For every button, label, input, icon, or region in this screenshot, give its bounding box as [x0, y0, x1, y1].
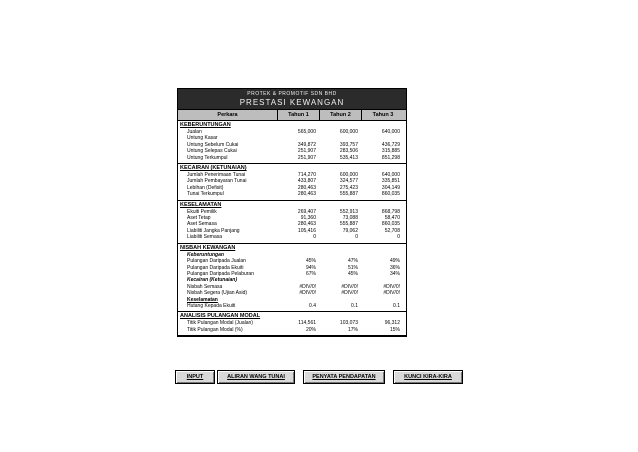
cell-year-1: 280,463: [297, 184, 316, 191]
row-label: Nisbah Segera (Ujian Asid): [187, 290, 248, 297]
cell-year-2: #DIV/0!: [341, 283, 358, 290]
cell-year-3: 58,470: [384, 215, 400, 222]
sheet-title: PRESTASI KEWANGAN: [239, 98, 345, 107]
row-label: Untung Sebelum Cukai: [187, 141, 239, 148]
header-year-2: Tahun 2: [320, 110, 362, 120]
row-label: Untung Selepas Cukai: [187, 148, 237, 155]
cell-year-2: 73,088: [342, 215, 358, 222]
cell-year-1: 714,270: [297, 172, 316, 179]
row-label: Keselamatan: [187, 296, 218, 303]
aliran-button-label: ALIRAN WANG TUNAI: [227, 374, 285, 380]
cell-year-2: 600,000: [339, 172, 358, 179]
cell-year-1: #DIV/0!: [299, 283, 316, 290]
cell-year-3: 36%: [389, 264, 400, 271]
cell-year-2: 555,887: [339, 191, 358, 198]
cell-year-1: 269,407: [297, 208, 316, 215]
cell-year-2: 393,757: [339, 141, 358, 148]
cell-year-3: 868,798: [381, 208, 400, 215]
cell-year-3: 640,000: [381, 172, 400, 179]
cell-year-1: 91,360: [300, 215, 316, 222]
sections-container: [178, 121, 406, 336]
cell-year-1: 105,416: [297, 227, 316, 234]
header-year-1: Tahun 1: [278, 110, 320, 120]
header-item: Perkara: [178, 110, 278, 120]
cell-year-2: 275,423: [339, 184, 358, 191]
row-label: Ekuiti Pemilik: [187, 208, 217, 215]
table-row: [178, 155, 406, 161]
cell-year-1: #DIV/0!: [299, 290, 316, 297]
cell-year-2: 17%: [347, 326, 358, 333]
section-title: NISBAH KEWANGAN: [180, 244, 236, 251]
section-nisbah-kewangan: [178, 244, 406, 313]
cell-year-2: #DIV/0!: [341, 290, 358, 297]
cell-year-1: 251,907: [297, 154, 316, 161]
table-row: [178, 303, 406, 309]
penyata-button-label: PENYATA PENDAPATAN: [312, 374, 376, 380]
cell-year-2: 555,887: [339, 221, 358, 228]
cell-year-3: 436,729: [381, 141, 400, 148]
aliran-wang-tunai-button[interactable]: [217, 370, 295, 384]
section-keberuntungan: [178, 121, 406, 164]
cell-year-3: 304,149: [381, 184, 400, 191]
company-name: PROTEK & PROMOTIF SDN BHD: [247, 91, 337, 97]
table-row: [178, 327, 406, 333]
cell-year-1: 349,872: [297, 141, 316, 148]
row-label: Nisbah Semasa: [187, 283, 223, 290]
row-label: Untung Terkumpul: [187, 154, 228, 161]
sheet-banner: [178, 89, 406, 110]
cell-year-1: 114,561: [298, 320, 316, 327]
row-label: Liabiliti Semasa: [187, 234, 223, 241]
header-year-3: Tahun 3: [372, 112, 394, 118]
cell-year-3: #DIV/0!: [383, 283, 400, 290]
column-header-row: [178, 110, 406, 121]
row-label: Titik Pulangan Modal (%): [187, 326, 243, 333]
penyata-pendapatan-button[interactable]: [303, 370, 385, 384]
input-button-label: INPUT: [186, 374, 204, 380]
cell-year-3: 34%: [389, 270, 400, 277]
cell-year-3: 0: [397, 234, 400, 241]
cell-year-2: 552,913: [339, 208, 358, 215]
cell-year-3: 860,035: [381, 221, 400, 228]
navigation-button-bar: [175, 370, 475, 384]
row-label: Hutang Kepada Ekuiti: [187, 302, 236, 309]
cell-year-2: 51%: [347, 264, 358, 271]
cell-year-3: 49%: [389, 258, 400, 265]
cell-year-1: 280,463: [297, 191, 316, 198]
financial-performance-sheet: [177, 88, 407, 337]
cell-year-3: 640,000: [381, 129, 400, 135]
row-label: Aset Tetap: [187, 215, 211, 222]
row-label: Titik Pulangan Modal (Jualan): [187, 320, 253, 327]
cell-year-2: 47%: [347, 258, 358, 265]
row-label: Jualan: [187, 129, 202, 135]
cell-year-1: 45%: [305, 258, 316, 265]
row-label: Kecairan (Ketunaian): [187, 277, 238, 284]
cell-year-2: 535,413: [339, 154, 358, 161]
row-label: Aset Semasa: [187, 221, 217, 228]
cell-year-3: 335,851: [381, 178, 400, 185]
table-row: [178, 234, 406, 240]
table-row: [178, 191, 406, 197]
section-title: KECAIRAN (KETUNAIAN): [180, 165, 247, 172]
cell-year-3: 96,312: [384, 320, 400, 327]
row-label: Lebihan (Defisit): [187, 184, 224, 191]
cell-year-2: 0.1: [351, 302, 358, 309]
input-button[interactable]: [175, 370, 215, 384]
cell-year-1: 20%: [305, 326, 316, 333]
cell-year-1: 433,807: [297, 178, 316, 185]
cell-year-1: 565,000: [297, 129, 316, 135]
section-analisis-pulangan-modal: [178, 312, 406, 336]
cell-year-3: 860,035: [381, 191, 400, 198]
cell-year-3: 851,298: [381, 154, 400, 161]
cell-year-3: 0.1: [393, 302, 400, 309]
row-label: Liabiliti Jangka Panjang: [187, 227, 240, 234]
cell-year-1: 94%: [305, 264, 316, 271]
cell-year-2: 283,506: [339, 148, 358, 155]
row-label: Tunai Terkumpul: [187, 191, 224, 198]
cell-year-2: 0: [355, 234, 358, 241]
row-label: Jumlah Penerimaan Tunai: [187, 172, 246, 179]
kunci-kira-kira-button[interactable]: [393, 370, 463, 384]
section-title: ANALISIS PULANGAN MODAL: [180, 313, 261, 320]
cell-year-3: 315,885: [381, 148, 400, 155]
cell-year-1: 0.4: [309, 302, 316, 309]
cell-year-2: 600,000: [339, 129, 358, 135]
cell-year-3: 52,708: [384, 227, 400, 234]
cell-year-2: 103,073: [339, 320, 358, 327]
cell-year-3: #DIV/0!: [383, 290, 400, 297]
row-label: Jumlah Pembayaran Tunai: [187, 178, 247, 185]
row-label: Pulangan Daripada Jualan: [187, 258, 246, 265]
section-kecairan-ketunaian: [178, 164, 406, 201]
cell-year-2: 79,062: [342, 227, 358, 234]
cell-year-3: 15%: [389, 326, 400, 333]
cell-year-1: 251,907: [297, 148, 316, 155]
cell-year-1: 0: [313, 234, 316, 241]
row-label: Keberuntungan: [187, 251, 224, 258]
cell-year-1: 280,463: [297, 221, 316, 228]
cell-year-2: 324,577: [339, 178, 358, 185]
row-label: Pulangan Daripada Pelaburan: [187, 270, 254, 277]
row-label: Pulangan Daripada Ekuiti: [187, 264, 244, 271]
cell-year-2: 45%: [347, 270, 358, 277]
section-title: KEBERUNTUNGAN: [180, 122, 231, 128]
row-label: Untung Kasar: [187, 135, 218, 142]
kunci-button-label: KUNCI KIRA-KIRA: [404, 374, 452, 380]
cell-year-1: 67%: [305, 270, 316, 277]
section-title: KESELAMATAN: [180, 201, 222, 208]
section-keselamatan: [178, 201, 406, 244]
